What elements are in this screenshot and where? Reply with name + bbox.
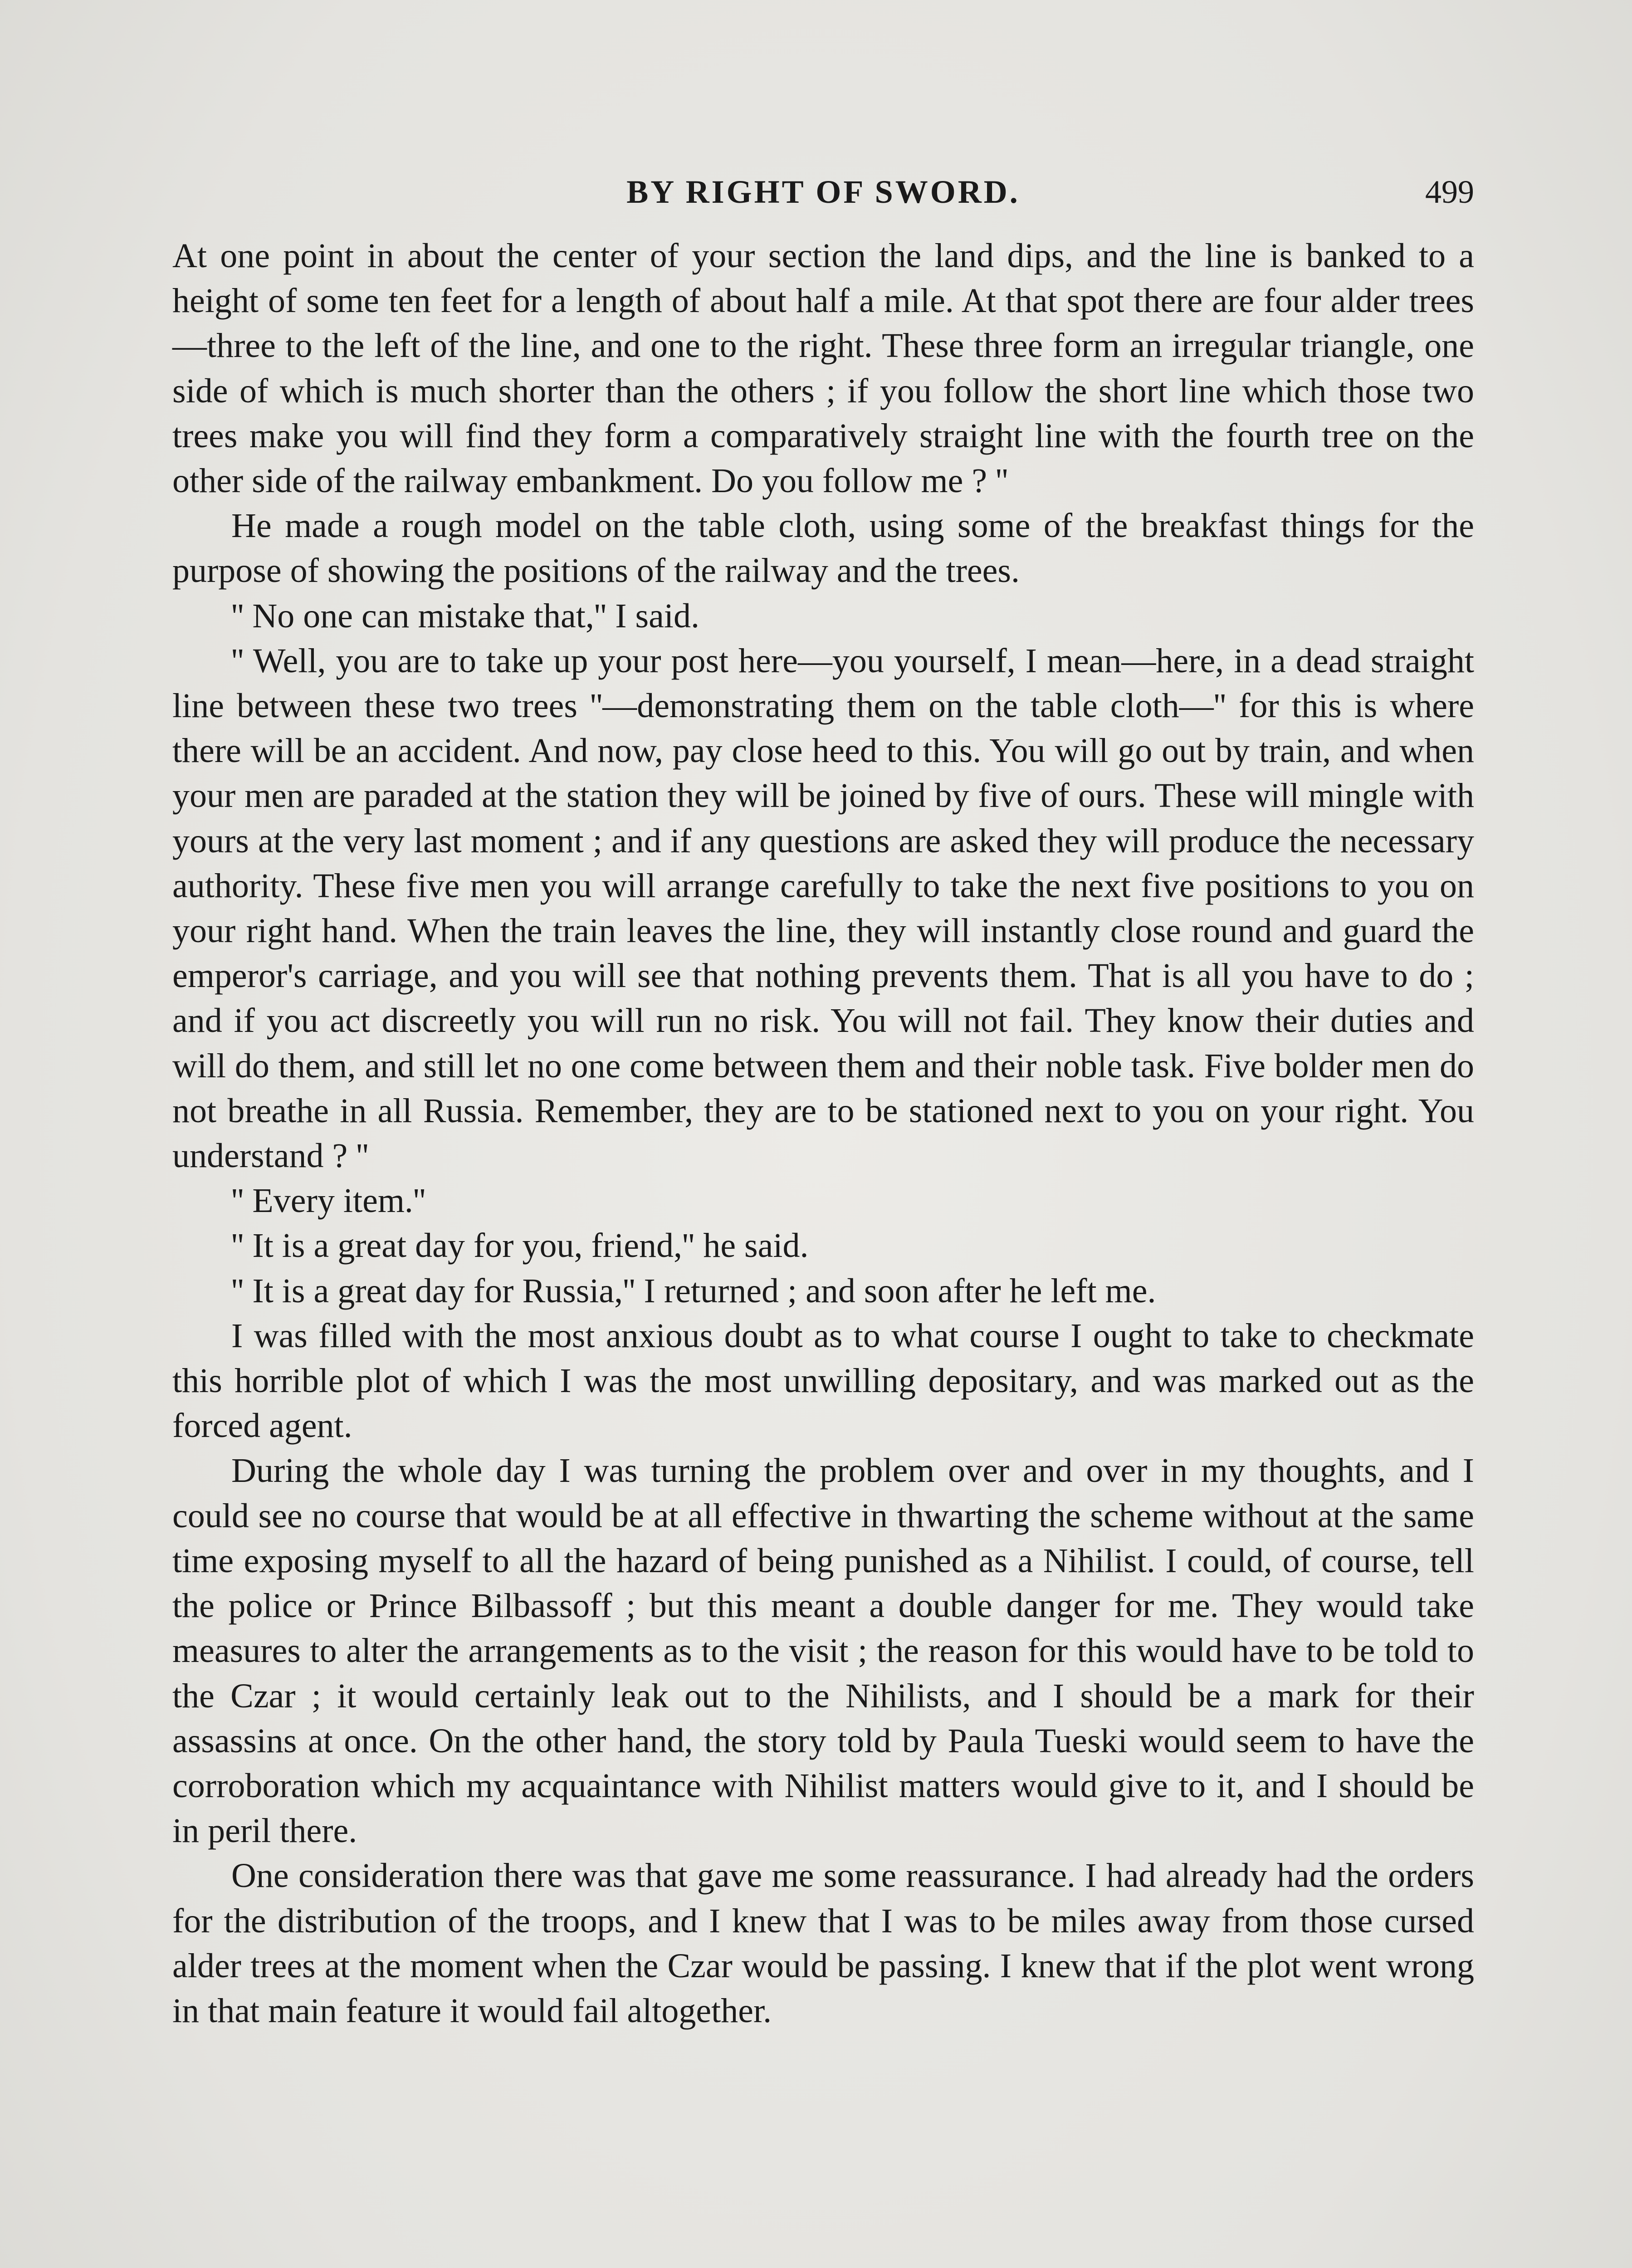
paragraph: During the whole day I was turning the problem over and over in my thoughts, and I could see no course that would be at all effective in thwarting the scheme without at the same time exposing myself to all the hazard of being punished as a Nihilist. I could, of course, tell the police or Prince Bilbassoff ; but this meant a double danger for me. They would take measures to alter the arrangements as to the visit ; the reason for this would have to be told to the Czar ; it would certainly leak out to the Nihilists, and I should be a mark for their assassins at once. On the other hand, the story told by Paula Tueski would seem to have the corroboration which my acquaintance with Nihilist matters would give to it, and I should be in peril there. xyxy=(172,1452,1474,1850)
page-number: 499 xyxy=(1425,174,1474,210)
paragraph: At one point in about the center of your section the land dips, and the line is banked to a height of some ten feet for a length of about half a mile. At that spot there are four alder trees—three to the left of the line, and one to the right. These three form an irregular triangle, one side of which is much shorter than the others ; if you follow the short line which those two trees make you will find they form a comparatively straight line with the fourth tree on the other side of the railway embankment. Do you follow me ? '' xyxy=(172,237,1474,500)
paragraph: '' Every item.'' xyxy=(231,1182,426,1220)
paragraph: I was filled with the most anxious doubt as to what course I ought to take to checkmate this horrible plot of which I was the most unwilling depositary, and was marked out as the forced agent. xyxy=(172,1316,1474,1445)
paragraph: '' It is a great day for you, friend,'' he said. xyxy=(231,1227,809,1265)
paragraph: He made a rough model on the table cloth, using some of the breakfast things for the purpose of showing the positions of the railway and the trees. xyxy=(172,507,1474,590)
body-text xyxy=(172,234,1474,2033)
paragraph: One consideration there was that gave me some reassurance. I had already had the orders for the distribution of the troops, and I knew that I was to be miles away from those cursed alder trees at the moment when the Czar would be passing. I knew that if the plot went wrong in that main feature it would fail altogether. xyxy=(172,1857,1474,2030)
paragraph: '' It is a great day for Russia,'' I returned ; and soon after he left me. xyxy=(231,1271,1156,1310)
running-title: BY RIGHT OF SWORD. xyxy=(626,174,1020,210)
paragraph: '' Well, you are to take up your post here—you yourself, I mean—here, in a dead straight line between these two trees ''—demonstrating them on the table cloth—'' for this is where there will be an accident. And now, pay close heed to this. You will go out by train, and when your men are paraded at the station they will be joined by five of ours. These will mingle with yours at the very last moment ; and if any questions are asked they will produce the necessary authority. These five men you will arrange carefully to take the next five positions to you on your right hand. When the train leaves the line, they will instantly close round and guard the emperor's carriage, and you will see that nothing prevents them. That is all you have to do ; and if you act discreetly you will run no risk. You will not fail. They know their duties and will do them, and still let no one come between them and their noble task. Five bolder men do not breathe in all Russia. Remember, they are to be stationed next to you on your right. You understand ? '' xyxy=(172,641,1474,1175)
running-head xyxy=(172,167,1474,217)
paragraph: '' No one can mistake that,'' I said. xyxy=(231,596,699,635)
